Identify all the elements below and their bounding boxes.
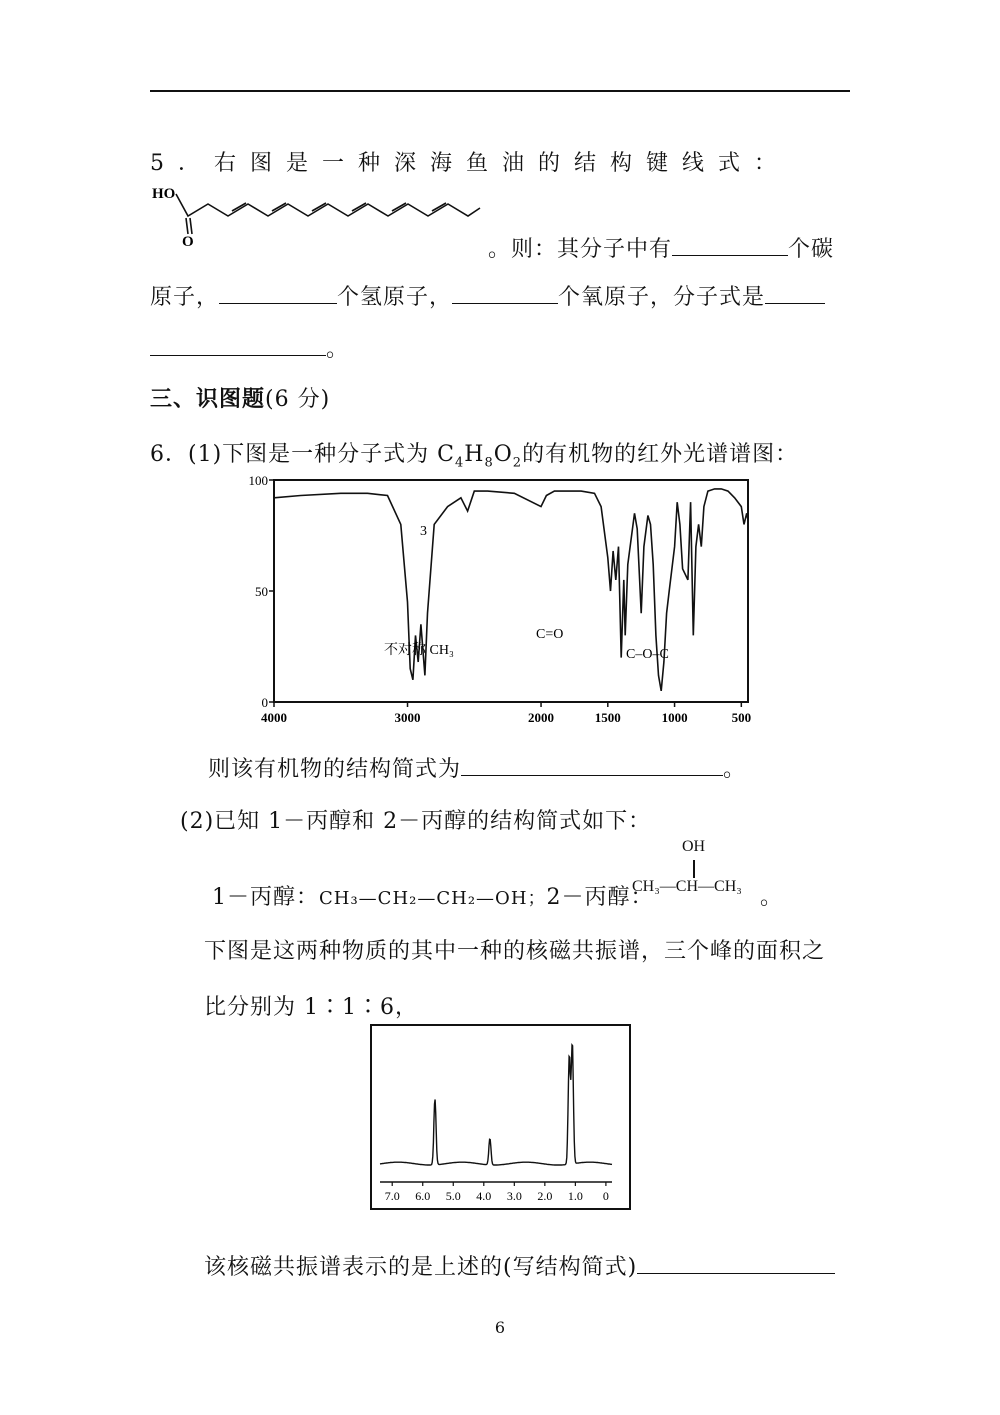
ir-x-tick-label: 500: [731, 710, 752, 725]
nmr-x-tick-label: 7.0: [384, 1189, 400, 1203]
ho-label: HO: [152, 186, 176, 202]
molecular-formula-blank-cont[interactable]: [150, 335, 326, 356]
nmr-x-tick-label: 0: [602, 1189, 609, 1203]
nmr-x-tick-label: 2.0: [537, 1189, 553, 1203]
isopropanol-bond: [693, 860, 695, 878]
ir-x-tick-label: 4000: [261, 710, 287, 725]
ir-y-tick-label: 0: [261, 695, 268, 710]
isopropanol-oh: OH: [682, 838, 706, 855]
ir-x-tick-label: 1000: [661, 710, 688, 725]
ir-answer-line: 则该有机物的结构简式为 。: [208, 757, 747, 782]
nmr-x-tick-label: 1.0: [567, 1189, 583, 1203]
propanol-line: 1－丙醇：CH₃—CH₂—CH₂—OH；2－丙醇：: [212, 885, 654, 910]
nmr-text-1: 下图是这两种物质的其中一种的核磁共振谱，三个峰的面积之: [204, 939, 826, 964]
ir-x-tick-label: 3000: [394, 710, 421, 725]
skeleton-bonds: [176, 194, 480, 234]
q5-line2: 。则：其分子中有 个碳: [488, 237, 835, 262]
nmr-text-2: 比分别为 1∶1∶6，: [204, 995, 418, 1020]
nmr-x-tick-label: 4.0: [476, 1189, 492, 1203]
isopropanol-chain: CH₃—CH—CH₃: [632, 878, 742, 895]
page-number: 6: [494, 1318, 506, 1337]
oxygen-count-blank[interactable]: [452, 283, 558, 304]
propanol-end: 。: [760, 885, 784, 910]
ir-series-line: [274, 489, 748, 691]
nmr-x-tick-label: 3.0: [506, 1189, 522, 1203]
ir-y-tick-label: 100: [248, 473, 268, 488]
ir-spectrum-chart: [240, 468, 760, 730]
fish-oil-structure: [150, 180, 490, 250]
ir-annotation-co: C=O: [536, 627, 564, 642]
nmr-series-line: [380, 1045, 612, 1165]
nmr-spectrum-chart: [370, 1024, 632, 1212]
ir-annotation-ch3: 不对称 CH₃: [384, 643, 454, 658]
section3-title: 三、识图题(6 分): [150, 386, 331, 412]
hydrogen-count-blank[interactable]: [219, 283, 337, 304]
ir-annotation-coc: C–O–C: [626, 647, 669, 662]
ir-x-tick-label: 2000: [528, 710, 555, 725]
q6-part2-intro: (2)已知 1－丙醇和 2－丙醇的结构简式如下：: [180, 809, 652, 834]
nmr-x-tick-label: 6.0: [415, 1189, 431, 1203]
nmr-answer-line: 该核磁共振谱表示的是上述的(写结构简式): [204, 1250, 835, 1281]
q5-line4: 。: [150, 332, 349, 363]
ir-structure-blank[interactable]: [461, 755, 723, 776]
nmr-x-tick-label: 5.0: [445, 1189, 461, 1203]
ir-x-tick-label: 1500: [594, 710, 621, 725]
molecular-formula-blank[interactable]: [765, 283, 825, 304]
ir-annotation-3: 3: [420, 524, 427, 539]
nmr-structure-blank[interactable]: [637, 1253, 835, 1274]
o-label: O: [182, 234, 194, 250]
isopropanol-structure: [632, 838, 762, 898]
carbon-count-blank[interactable]: [672, 235, 788, 256]
header-rule: [150, 90, 850, 92]
q5-line1: 5．右图是一种深海鱼油的结构键线式：: [150, 151, 790, 176]
ir-y-tick-label: 50: [255, 584, 268, 599]
q6-intro: 6．(1)下图是一种分子式为 $C_4H_8O_2$的有机物的红外光谱谱图：: [150, 442, 799, 471]
q5-line3: 原子， 个氢原子， 个氧原子，分子式是: [150, 280, 825, 311]
